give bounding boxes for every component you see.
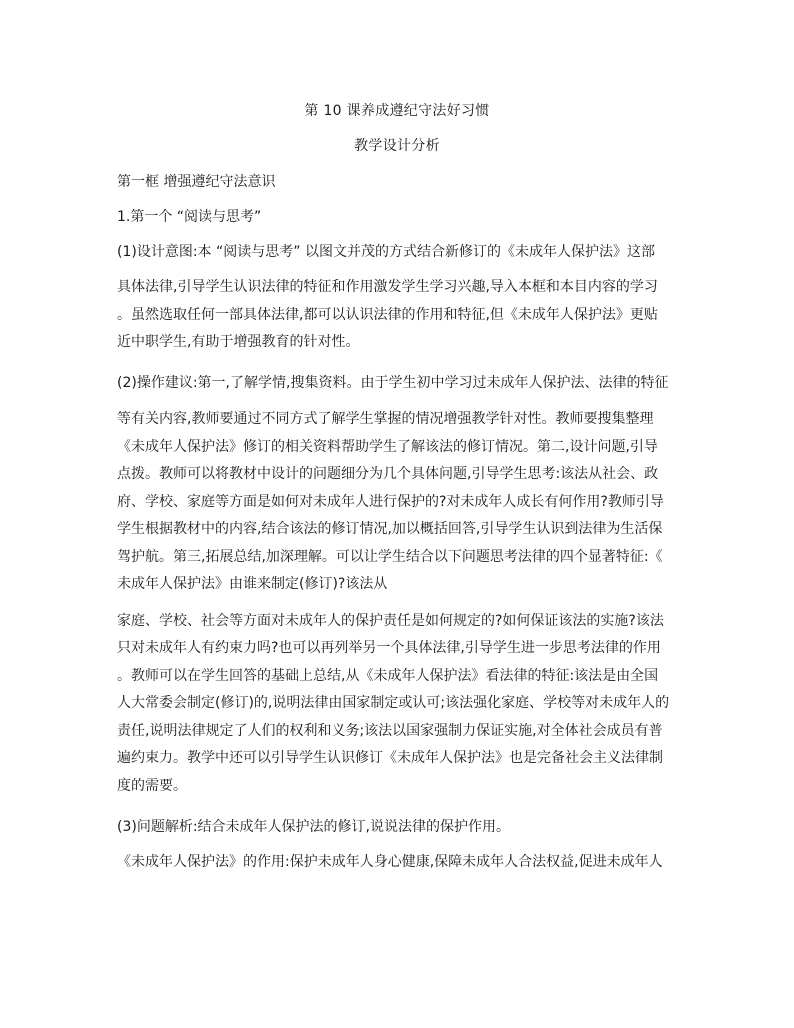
paragraph-line: 遍约束力。教学中还可以引导学生认识修订《未成年人保护法》也是完备社会主义法律制: [117, 750, 663, 766]
paragraph-line: 具体法律,引导学生认识法律的特征和作用激发学生学习兴趣,导入本框和本目内容的学习: [117, 279, 658, 295]
section-heading: 第一框 增强遵纪守法意识: [117, 174, 276, 190]
paragraph-line: 度的需要。: [117, 778, 187, 794]
paragraph-line: 只对未成年人有约束力吗?也可以再列举另一个具体法律,引导学生进一步思考法律的作用: [117, 640, 661, 656]
paragraph-line: 。教师可以在学生回答的基础上总结,从《未成年人保护法》看法律的特征:该法是由全国: [117, 668, 659, 684]
paragraph-line: 《未成年人保护法》修订的相关资料帮助学生了解该法的修订情况。第二,设计问题,引导: [117, 439, 658, 455]
paragraph-line: (1)设计意图:本 “阅读与思考” 以图文并茂的方式结合新修订的《未成年人保护法》这部: [117, 244, 655, 260]
paragraph-line: (3)问题解析:结合未成年人保护法的修订,说说法律的保护作用。: [117, 819, 510, 835]
page-subtitle: 教学设计分析: [354, 138, 440, 154]
paragraph-line: 责任,说明法律规定了人们的权利和义务;该法以国家强制力保证实施,对全体社会成员有普: [117, 723, 663, 739]
paragraph-line: 。虽然选取任何一部具体法律,都可以认识法律的作用和特征,但《未成年人保护法》更贴: [117, 307, 658, 323]
paragraph-line: 未成年人保护法》由谁来制定(修订)?该法从: [117, 576, 388, 592]
paragraph-line: 家庭、学校、社会等方面对未成年人的保护责任是如何规定的?如何保证该法的实施?该法: [117, 613, 664, 629]
paragraph-line: (2)操作建议:第一,了解学情,搜集资料。由于学生初中学习过未成年人保护法、法律的特征: [117, 375, 669, 391]
paragraph-line: 驾护航。第三,拓展总结,加深理解。可以让学生结合以下问题思考法律的四个显著特征:《: [117, 549, 663, 565]
page-title: 第 10 课养成遵纪守法好习惯: [304, 103, 490, 119]
paragraph-line: 学生根据教材中的内容,结合该法的修订情况,加以概括回答,引导学生认识到法律为生活保: [117, 521, 663, 537]
paragraph-line: 《未成年人保护法》的作用:保护未成年人身心健康,保障未成年人合法权益,促进未成年人: [117, 854, 663, 870]
paragraph-line: 等有关内容,教师要通过不同方式了解学生掌握的情况增强教学针对性。教师要搜集整理: [117, 411, 654, 427]
paragraph-line: 点拨。教师可以将教材中设计的问题细分为几个具体问题,引导学生思考:该法从社会、政: [117, 466, 659, 482]
paragraph-line: 人大常委会制定(修订)的,说明法律由国家制定或认可;该法强化家庭、学校等对未成年人的: [117, 695, 670, 711]
item-heading: 1.第一个 “阅读与思考”: [117, 209, 262, 225]
paragraph-line: 府、学校、家庭等方面是如何对未成年人进行保护的?对未成年人成长有何作用?教师引导: [117, 494, 664, 510]
paragraph-line: 近中职学生,有助于增强教育的针对性。: [117, 334, 360, 350]
